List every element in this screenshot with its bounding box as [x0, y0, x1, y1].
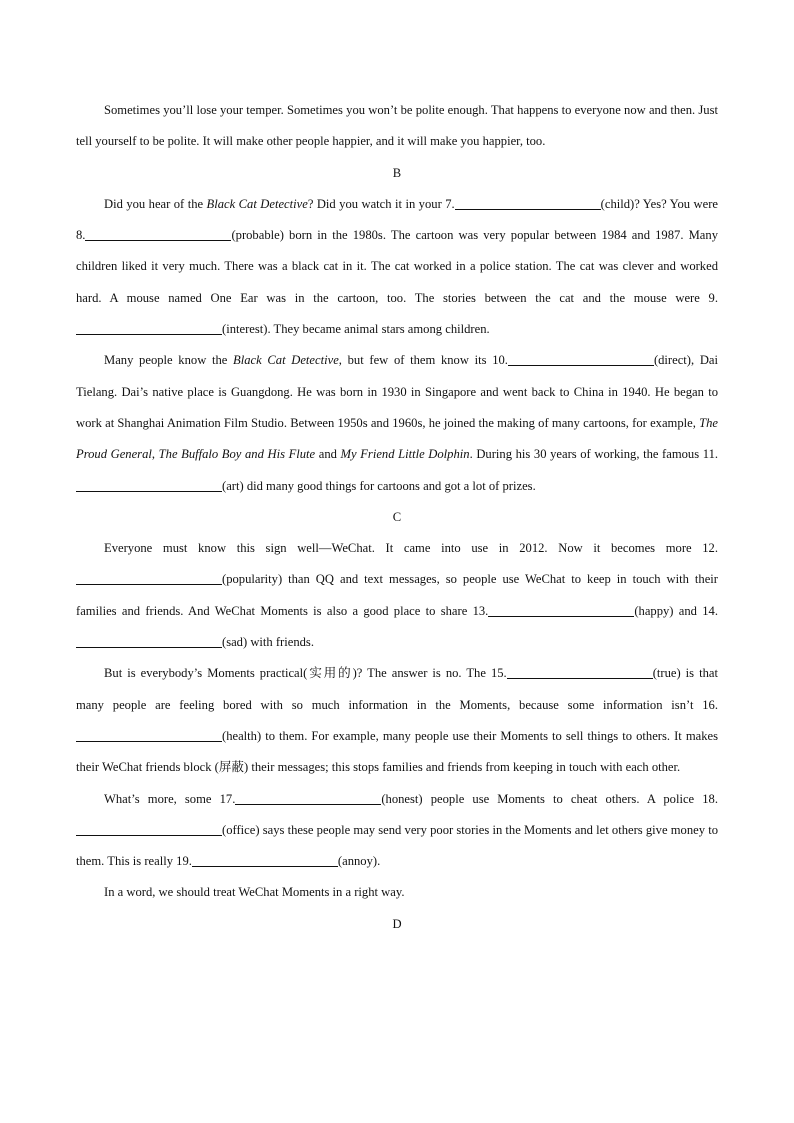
paragraph-moments-practical: But is everybody’s Moments practical(实用的)? The answer is no. The 15. (true) is that many people are feeling bored with so much information in the Moments, because some information isn’t 16.(health) to them. For example, many people use their Moments to sell things to others. It makes their WeChat friends block (屏蔽) their messages; this stops families and friends from keeping in touch with each other. [76, 666, 718, 775]
paragraph-wechat-intro: Everyone must know this sign well—WeChat. It came into use in 2012. Now it becomes more 12.(popularity) than QQ and text messages, so people use WeChat to keep in touch with their families and friends. And WeChat Moments is also a good place to share 13. (happy) and 14.(sad) with friends. [76, 541, 718, 650]
blank-19[interactable] [192, 853, 338, 867]
section-heading-d: D [392, 916, 402, 931]
paragraph-temper: Sometimes you’ll lose your temper. Sometimes you won’t be polite enough. That happens to everyone now and then. Just tell yourself to be polite. It will make other people happier, and it will make you happier, too. [76, 103, 718, 149]
blank-8[interactable] [85, 227, 231, 241]
blank-9[interactable] [76, 321, 222, 335]
paragraph-conclusion: In a word, we should treat WeChat Moments in a right way. [104, 885, 405, 900]
blank-7[interactable] [455, 196, 601, 210]
title-proud-general: The Proud General [76, 415, 718, 462]
blank-14[interactable] [76, 634, 222, 648]
title-little-dolphin: My Friend Little Dolphin [340, 447, 470, 462]
blank-16[interactable] [76, 728, 222, 742]
blank-13[interactable] [488, 603, 634, 617]
paragraph-black-cat: Did you hear of the Black Cat Detective? Did you watch it in your 7. (child)? Yes? You were 8. (probable) born in the 1980s. The cartoon was very popular between 1984 and 1987. Many children liked it very much. There was a black cat in it. The cat worked in a police station. The cat was clever and worked hard. A mouse named One Ear was in the cartoon, too. The stories between the cat and the mouse were 9.(interest). They became animal stars among children. [76, 196, 719, 337]
blank-15[interactable] [507, 665, 653, 679]
blank-18[interactable] [76, 822, 222, 836]
paragraph-cheat-others: What’s more, some 17. (honest) people use Moments to cheat others. A police 18.(office) says these people may send very poor stories in the Moments and let others give money to them. This is really 19. (annoy). [76, 791, 718, 869]
worksheet-page [76, 95, 718, 940]
paragraph-dai-tielang: Many people know the Black Cat Detective, but few of them know its 10. (direct), Dai Tielang. Dai’s native place is Guangdong. He was born in 1930 in Singapore and went back to China in 1940. He began to work at Shanghai Animation Film Studio. Between 1950s and 1960s, he joined the making of many cartoons, for example, The Proud General, The Buffalo Boy and His Flute and My Friend Little Dolphin. During his 30 years of working, the famous 11.(art) did many good things for cartoons and got a lot of prizes. [76, 353, 719, 493]
title-buffalo-boy: The Buffalo Boy and His Flute [158, 447, 316, 462]
section-heading-c: C [392, 509, 402, 524]
blank-12[interactable] [76, 571, 222, 585]
blank-11[interactable] [76, 478, 222, 492]
title-black-cat-detective: Black Cat Detective [206, 196, 308, 211]
section-heading-b: B [392, 165, 402, 180]
blank-10[interactable] [508, 352, 654, 366]
title-black-cat-detective-2: Black Cat Detective [233, 353, 339, 368]
blank-17[interactable] [235, 791, 381, 805]
